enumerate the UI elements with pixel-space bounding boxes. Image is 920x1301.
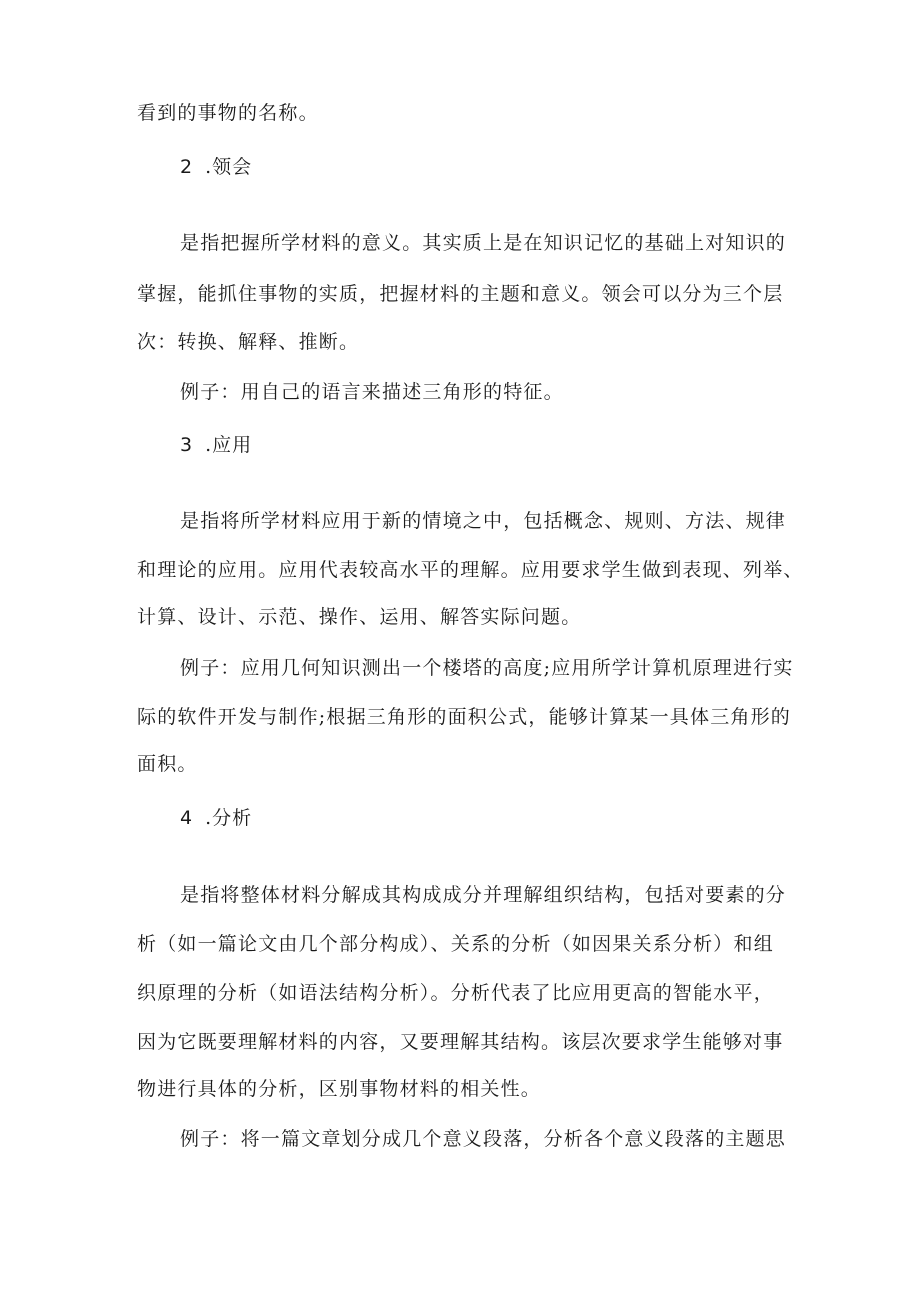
example-line: 面积。 bbox=[137, 753, 198, 775]
section-heading-2 bbox=[180, 155, 252, 179]
paragraph-line: 织原理的分析（如语法结构分析）。分析代表了比应用更高的智能水平， bbox=[137, 982, 774, 1004]
example-line: 际的软件开发与制作;根据三角形的面积公式，能够计算某一具体三角形的 bbox=[137, 706, 792, 728]
section-title: .领会 bbox=[205, 156, 253, 178]
example-line: 例子：用自己的语言来描述三角形的特征。 bbox=[180, 381, 564, 403]
section-title: .应用 bbox=[205, 434, 253, 456]
paragraph-line: 计算、设计、示范、操作、运用、解答实际问题。 bbox=[137, 606, 582, 628]
example-line: 例子：将一篇文章划分成几个意义段落，分析各个意义段落的主题思 bbox=[180, 1128, 787, 1150]
intro-tail-line: 看到的事物的名称。 bbox=[137, 102, 319, 124]
paragraph-line: 是指将所学材料应用于新的情境之中，包括概念、规则、方法、规律 bbox=[180, 510, 787, 532]
paragraph-line: 析（如一篇论文由几个部分构成）、关系的分析（如因果关系分析）和组 bbox=[137, 933, 774, 955]
paragraph-line: 和理论的应用。应用代表较高水平的理解。应用要求学生做到表现、列举、 bbox=[137, 559, 804, 581]
paragraph-line: 次：转换、解释、推断。 bbox=[137, 331, 360, 353]
paragraph-line: 因为它既要理解材料的内容，又要理解其结构。该层次要求学生能够对事 bbox=[137, 1031, 784, 1053]
paragraph-line: 是指把握所学材料的意义。其实质上是在知识记忆的基础上对知识的 bbox=[180, 232, 787, 254]
section-number: 2 bbox=[180, 156, 194, 178]
section-title: .分析 bbox=[205, 807, 253, 829]
section-heading-4 bbox=[180, 806, 252, 830]
section-heading-3 bbox=[180, 433, 252, 457]
paragraph-line: 是指将整体材料分解成其构成成分并理解组织结构，包括对要素的分 bbox=[180, 884, 787, 906]
section-number: 3 bbox=[180, 434, 194, 456]
paragraph-line: 掌握，能抓住事物的实质，把握材料的主题和意义。领会可以分为三个层 bbox=[137, 283, 784, 305]
section-number: 4 bbox=[180, 807, 194, 829]
paragraph-line: 物进行具体的分析，区别事物材料的相关性。 bbox=[137, 1078, 542, 1100]
example-line: 例子：应用几何知识测出一个楼塔的高度;应用所学计算机原理进行实 bbox=[180, 657, 794, 679]
